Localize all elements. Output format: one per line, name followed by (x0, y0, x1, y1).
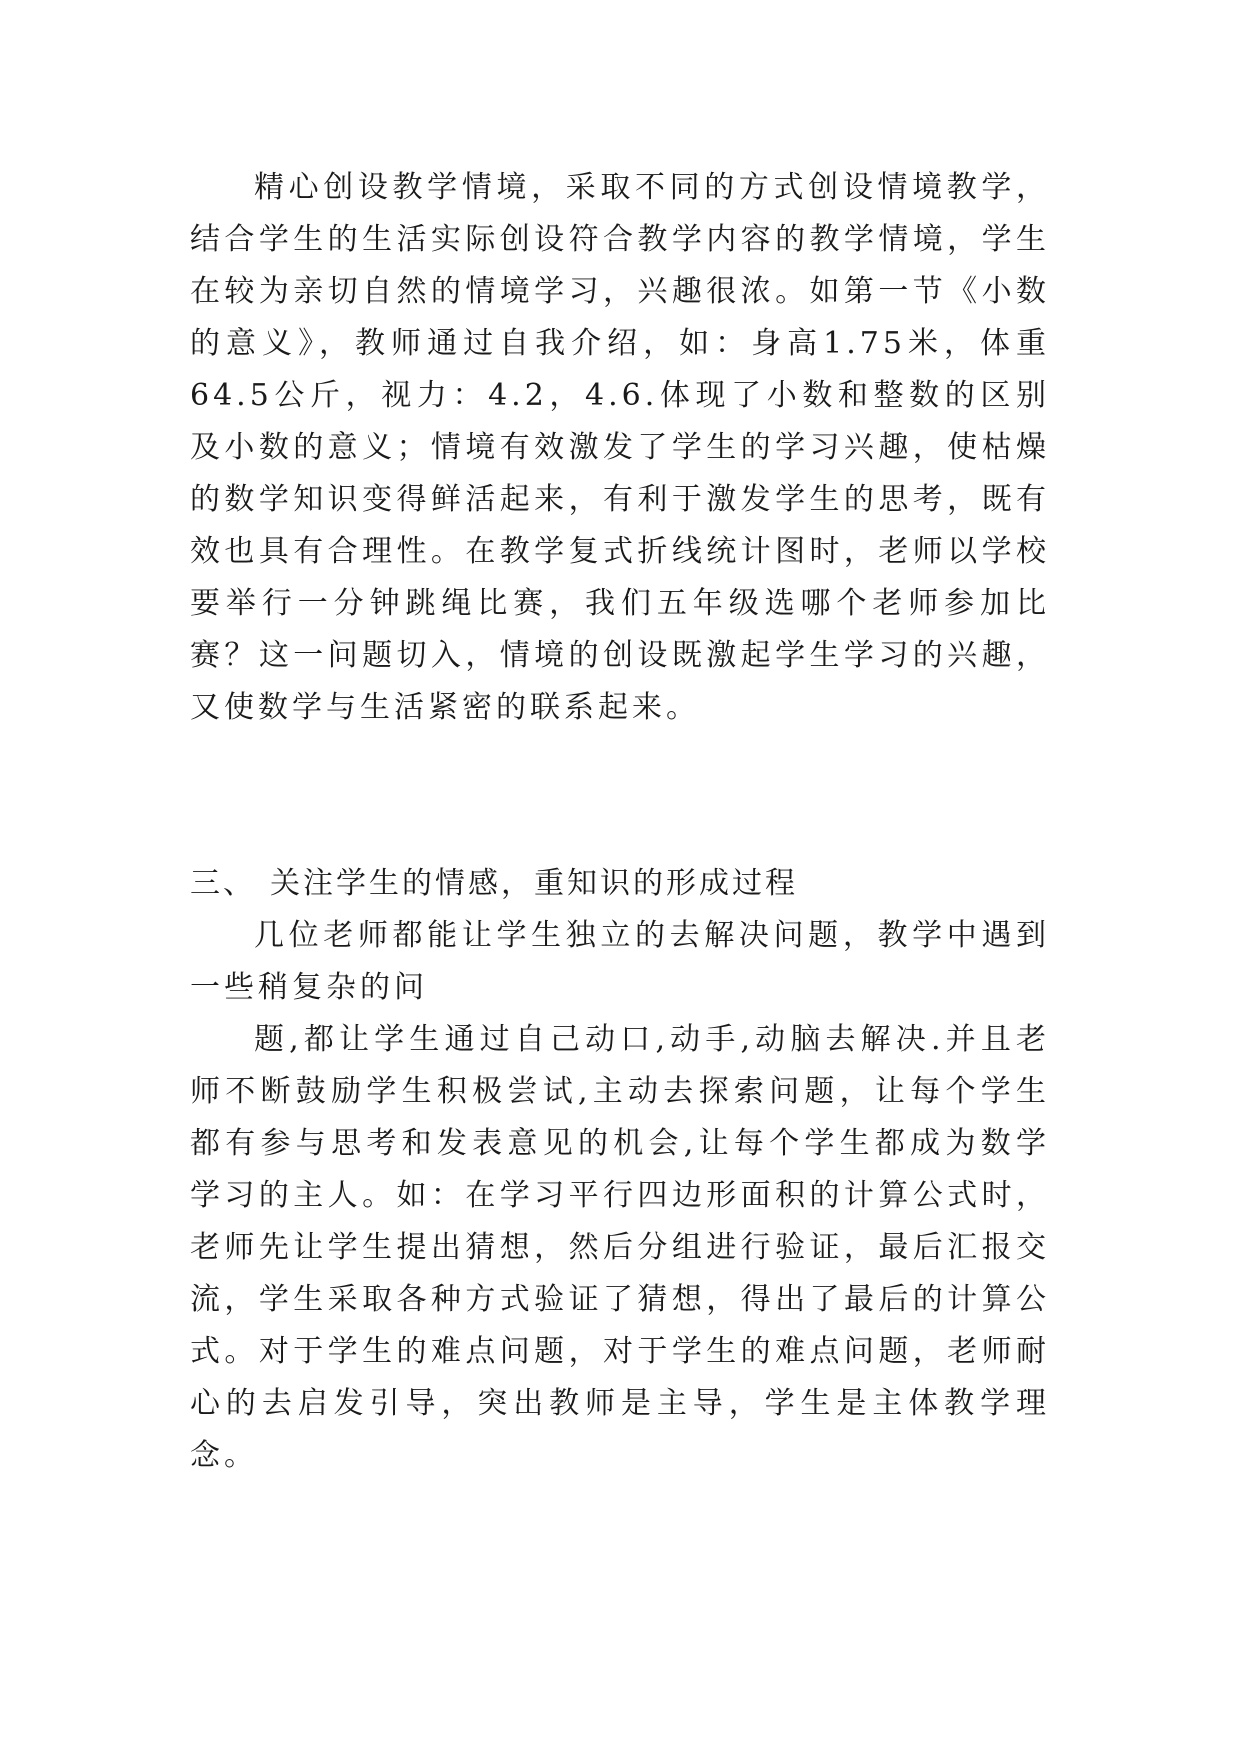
section-title: 关注学生的情感，重知识的形成过程 (270, 866, 798, 901)
paragraph-student-exploration (190, 1014, 1050, 1482)
paragraph-text: 几位老师都能让学生独立的去解决问题，教学中遇到一些稍复杂的问 (190, 918, 1050, 1005)
section-heading (190, 858, 1050, 910)
paragraph-independent-problem-solving (190, 910, 1050, 1014)
paragraph-text: 题,都让学生通过自己动口,动手,动脑去解决.并且老师不断鼓励学生积极尝试,主动去探索问题，让每个学生都有参与思考和发表意见的机会,让每个学生都成为数学学习的主人。如：在学习平行四边形面积的计算公式时，老师先让学生提出猜想，然后分组进行验证，最后汇报交流，学生采取各种方式验证了猜想，得出了最后的计算公式。对于学生的难点问题，对于学生的难点问题，老师耐心的去启发引导，突出教师是主导，学生是主体教学理念。 (190, 1022, 1050, 1473)
section-number: 三、 (190, 866, 256, 901)
paragraph-text: 精心创设教学情境，采取不同的方式创设情境教学，结合学生的生活实际创设符合教学内容的教学情境，学生在较为亲切自然的情境学习，兴趣很浓。如第一节《小数的意义》，教师通过自我介绍，如：身高1.75米，体重64.5公斤，视力：4.2，4.6.体现了小数和整数的区别及小数的意义；情境有效激发了学生的学习兴趣，使枯燥的数学知识变得鲜活起来，有利于激发学生的思考，既有效也具有合理性。在教学复式折线统计图时，老师以学校要举行一分钟跳绳比赛，我们五年级选哪个老师参加比赛？这一问题切入，情境的创设既激起学生学习的兴趣，又使数学与生活紧密的联系起来。 (190, 170, 1050, 725)
paragraph-teaching-context (190, 162, 1050, 734)
